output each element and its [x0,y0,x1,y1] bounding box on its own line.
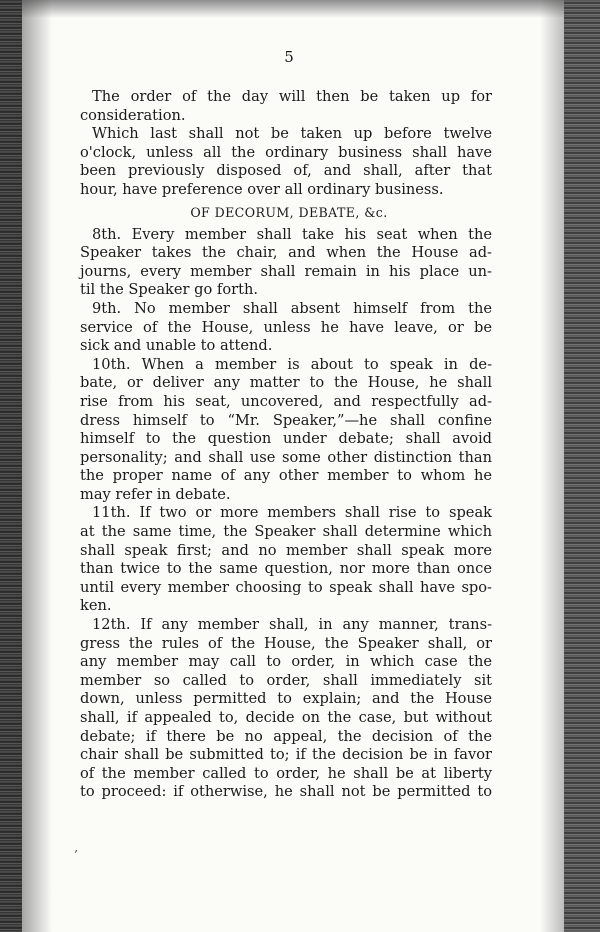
text-line: himself to the question under debate; shall avoid [80,430,492,448]
text-line: to proceed: if otherwise, he shall not be permitted to [80,783,492,801]
text-line: 9th. No member shall absent himself from the [92,299,492,317]
text-line: 10th. When a member is about to speak in de- [92,355,492,373]
text-line: journs, every member shall remain in his place un- [80,262,492,280]
text-line: consideration. [80,106,186,124]
scan-left-shadow [22,0,52,932]
text-line: been previously disposed of, and shall, after that [80,162,492,180]
text-line: at the same time, the Speaker shall determine which [80,523,492,541]
section-heading: OF DECORUM, DEBATE, &c. [190,204,388,220]
text-line: shall speak first; and no member shall speak more [80,541,492,559]
text-line: sick and unable to attend. [80,337,273,355]
text-line: member so called to order, shall immediately sit [80,671,492,689]
text-line: Speaker takes the chair, and when the House ad- [80,244,492,262]
page-number: 5 [284,48,294,66]
text-line: hour, have preference over all ordinary business. [80,180,444,198]
text-line: chair shall be submitted to; if the decision be in favor [80,746,492,764]
text-lines-before-heading [80,88,492,200]
text-line: o'clock, unless all the ordinary business shall have [80,143,492,161]
text-line: 11th. If two or more members shall rise to speak [92,504,492,522]
text-lines-after-heading [80,226,492,802]
stray-mark: ’ [74,848,78,862]
scan-top-shadow [0,0,600,18]
text-line: may refer in debate. [80,485,231,503]
scan-right-edge [564,0,600,932]
text-line: any member may call to order, in which case the [80,653,492,671]
text-line: til the Speaker go forth. [80,281,258,299]
page-text [80,48,492,802]
text-line: Which last shall not be taken up before twelve [92,125,492,143]
text-line: rise from his seat, uncovered, and respectfully ad- [80,392,492,410]
text-line: The order of the day will then be taken up for [92,88,492,105]
scan-right-shadow [540,0,564,932]
text-line: bate, or deliver any matter to the House, he shall [80,374,492,392]
text-line: down, unless permitted to explain; and the House [80,690,492,708]
text-line: dress himself to “Mr. Speaker,”—he shall confine [80,411,492,429]
text-line: 12th. If any member shall, in any manner, trans- [92,616,492,634]
text-line: shall, if appealed to, decide on the case, but without [80,709,492,726]
text-line: personality; and shall use some other distinction than [80,448,492,466]
text-line: gress the rules of the House, the Speaker shall, or [80,634,492,652]
text-line: ken. [80,597,112,615]
text-line: until every member choosing to speak shall have spo- [80,578,492,596]
text-line: 8th. Every member shall take his seat when the [92,225,492,243]
text-line: than twice to the same question, nor more than once [80,560,492,578]
text-line: of the member called to order, he shall be at liberty [80,764,492,782]
text-line: service of the House, unless he have leave, or be [80,318,492,336]
scan-left-edge [0,0,22,932]
text-line: the proper name of any other member to whom he [80,467,492,485]
text-line: debate; if there be no appeal, the decision of the [80,727,492,745]
